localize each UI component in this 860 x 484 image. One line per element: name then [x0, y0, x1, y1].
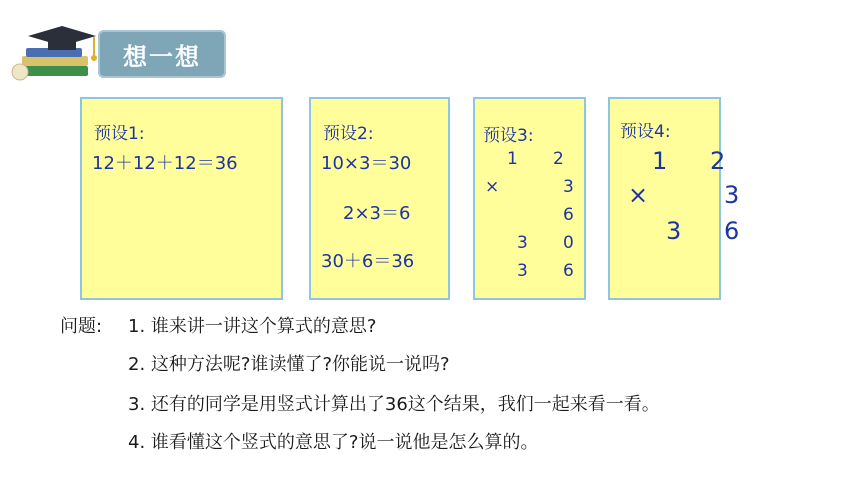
- preset-3-digit: 3: [517, 233, 528, 253]
- preset-1-equation: 12＋12＋12＝36: [92, 153, 238, 174]
- preset-2-equation-3: 30＋6＝36: [321, 251, 415, 272]
- preset-4-digit: 3: [666, 217, 682, 245]
- preset-4-times-sign: ×: [628, 181, 649, 209]
- question-3: 3. 还有的同学是用竖式计算出了36这个结果，我们一起来看一看。: [128, 394, 660, 415]
- preset-3-digit: 0: [563, 233, 574, 253]
- preset-2-panel: [309, 97, 450, 300]
- preset-1-title: 预设1:: [94, 124, 145, 144]
- preset-4-digit: 1: [652, 147, 668, 175]
- preset-3-digit: 1: [507, 149, 518, 169]
- preset-3-digit: 6: [563, 205, 574, 225]
- preset-3-digit: 2: [553, 149, 564, 169]
- preset-1-panel: [80, 97, 283, 300]
- preset-4-digit: 3: [724, 181, 740, 209]
- preset-3-panel: [473, 97, 586, 300]
- preset-3-digit: 3: [563, 177, 574, 197]
- question-1: 1. 谁来讲一讲这个算式的意思?: [128, 316, 377, 337]
- preset-4-panel: [608, 97, 740, 300]
- preset-2-equation-1: 10×3＝30: [321, 153, 412, 174]
- preset-3-digit: 6: [563, 261, 574, 281]
- preset-2-equation-2: 2×3＝6: [343, 203, 411, 224]
- graduation-cap-books-icon: [10, 22, 105, 86]
- question-4: 4. 谁看懂这个竖式的意思了?说一说他是怎么算的。: [128, 432, 539, 453]
- preset-4-digit: 2: [710, 147, 726, 175]
- section-title: 想一想: [98, 30, 226, 78]
- preset-3-digit: 3: [517, 261, 528, 281]
- question-2: 2. 这种方法呢?谁读懂了?你能说一说吗?: [128, 354, 450, 375]
- preset-4-digit: 6: [724, 217, 740, 245]
- preset-4-title: 预设4:: [620, 122, 671, 142]
- preset-2-title: 预设2:: [323, 124, 374, 144]
- preset-3-times-sign: ×: [485, 177, 500, 197]
- questions-label: 问题:: [60, 316, 103, 337]
- preset-3-title: 预设3:: [483, 126, 534, 146]
- section-header: [10, 22, 220, 86]
